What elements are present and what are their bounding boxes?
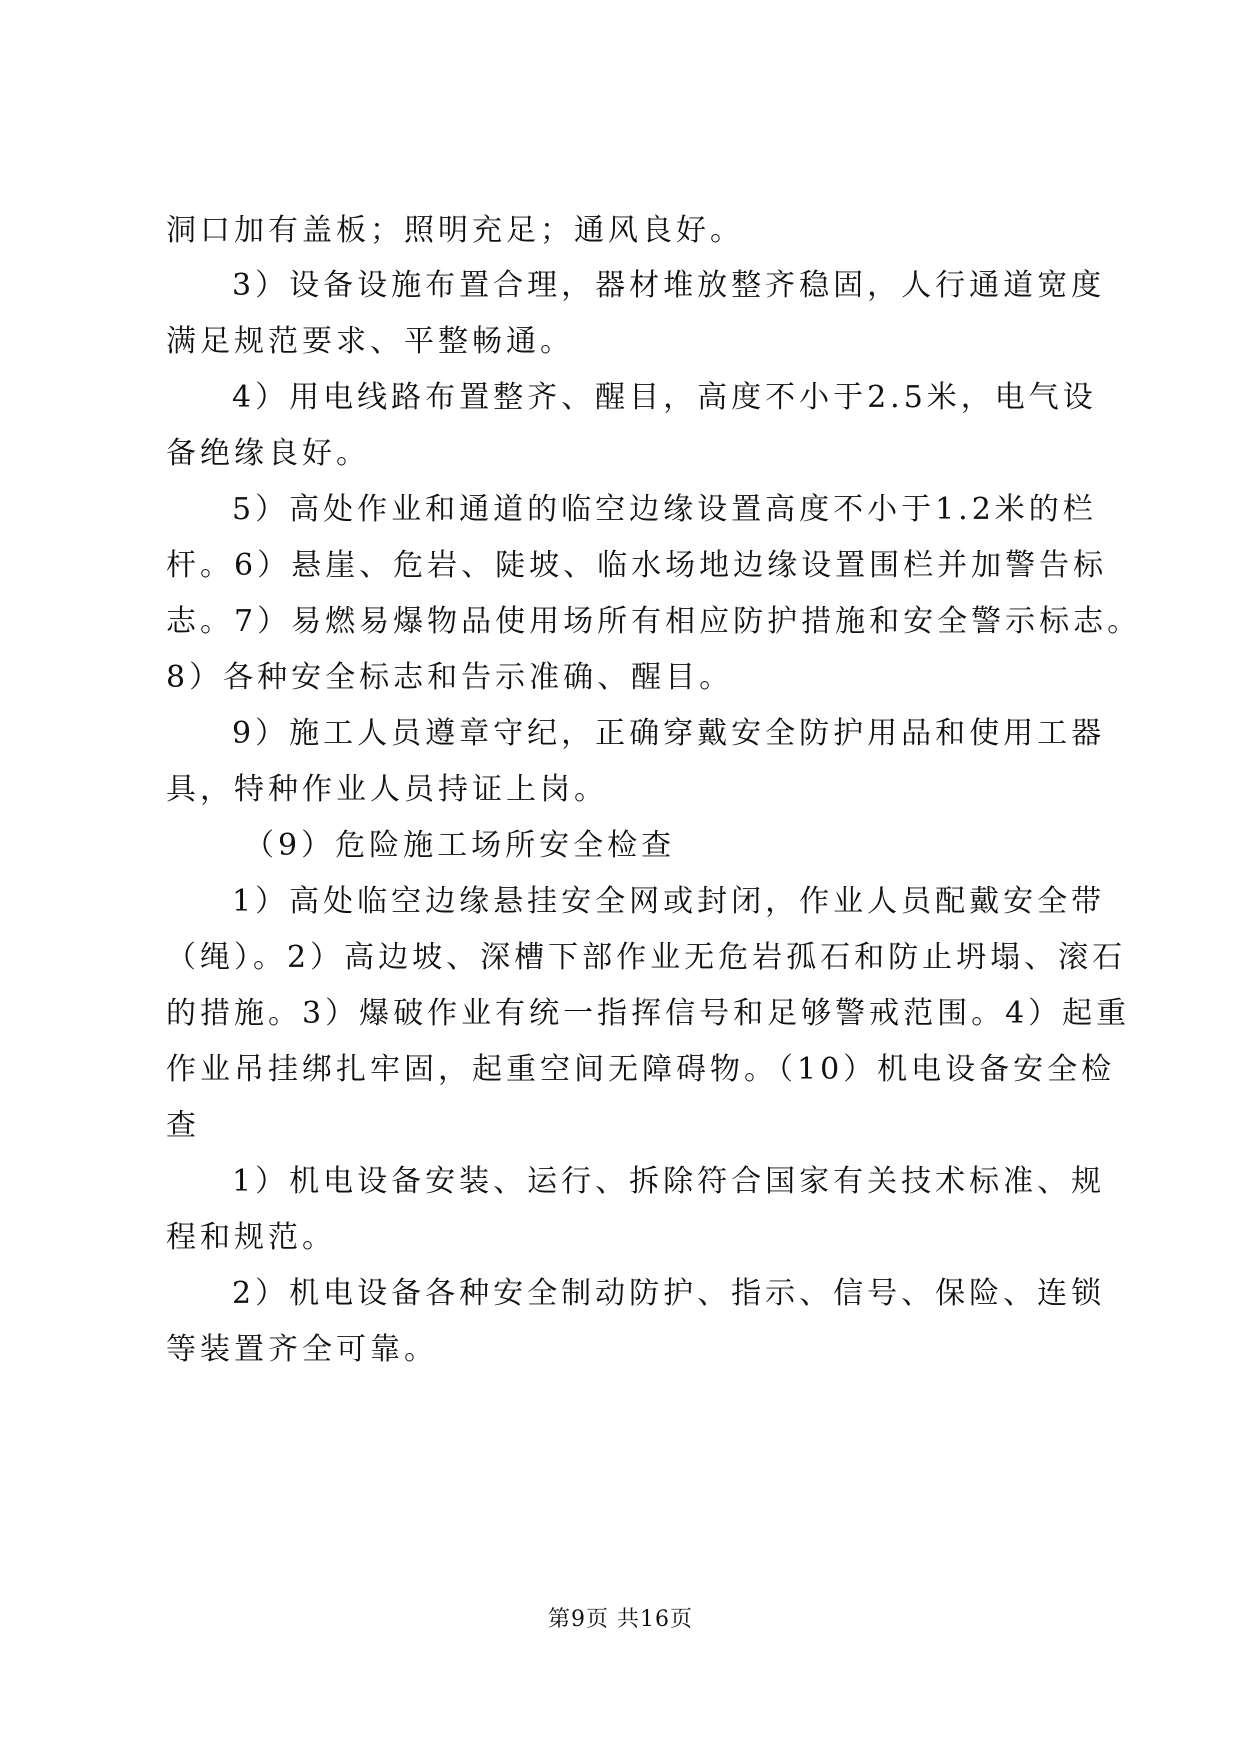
body-text-line: 满足规范要求、平整畅通。: [166, 324, 574, 359]
body-text-line: 2）机电设备各种安全制动防护、指示、信号、保险、连锁: [232, 1276, 1106, 1311]
body-text-line: 杆。6）悬崖、危岩、陡坡、临水场地边缘设置围栏并加警告标: [166, 548, 1108, 583]
body-text-line: 4）用电线路布置整齐、醒目，高度不小于2.5米，电气设: [232, 380, 1097, 415]
body-text-line: 作业吊挂绑扎牢固，起重空间无障碍物。（10）机电设备安全检: [166, 1052, 1116, 1087]
body-text-line: 5）高处作业和通道的临空边缘设置高度不小于1.2米的栏: [232, 492, 1097, 527]
body-text-line: 志。7）易燃易爆物品使用场所有相应防护措施和安全警示标志。: [166, 604, 1142, 639]
body-text-line: （绳）。2）高边坡、深槽下部作业无危岩孤石和防止坍塌、滚石: [166, 940, 1127, 975]
body-text-line: 9）施工人员遵章守纪，正确穿戴安全防护用品和使用工器: [232, 716, 1106, 751]
body-text-line: 的措施。3）爆破作业有统一指挥信号和足够警戒范围。4）起重: [166, 996, 1131, 1031]
body-text-line: 查: [166, 1108, 200, 1143]
body-text-line: 等装置齐全可靠。: [166, 1332, 438, 1367]
body-text-line: 程和规范。: [166, 1220, 336, 1255]
body-text-line: 3）设备设施布置合理，器材堆放整齐稳固，人行通道宽度: [232, 268, 1106, 303]
body-text-line: 具，特种作业人员持证上岗。: [166, 772, 608, 807]
body-text-line: 备绝缘良好。: [166, 436, 370, 471]
body-text-line: 8）各种安全标志和告示准确、醒目。: [166, 660, 734, 695]
body-text-line: 1）机电设备安装、运行、拆除符合国家有关技术标准、规: [232, 1164, 1106, 1199]
page-footer-number: 第9页 共16页: [548, 1607, 693, 1632]
body-text-line: 1）高处临空边缘悬挂安全网或封闭，作业人员配戴安全带: [232, 884, 1106, 919]
section-heading: （9）危险施工场所安全检查: [244, 828, 676, 863]
body-text-line: 洞口加有盖板；照明充足；通风良好。: [166, 213, 744, 248]
